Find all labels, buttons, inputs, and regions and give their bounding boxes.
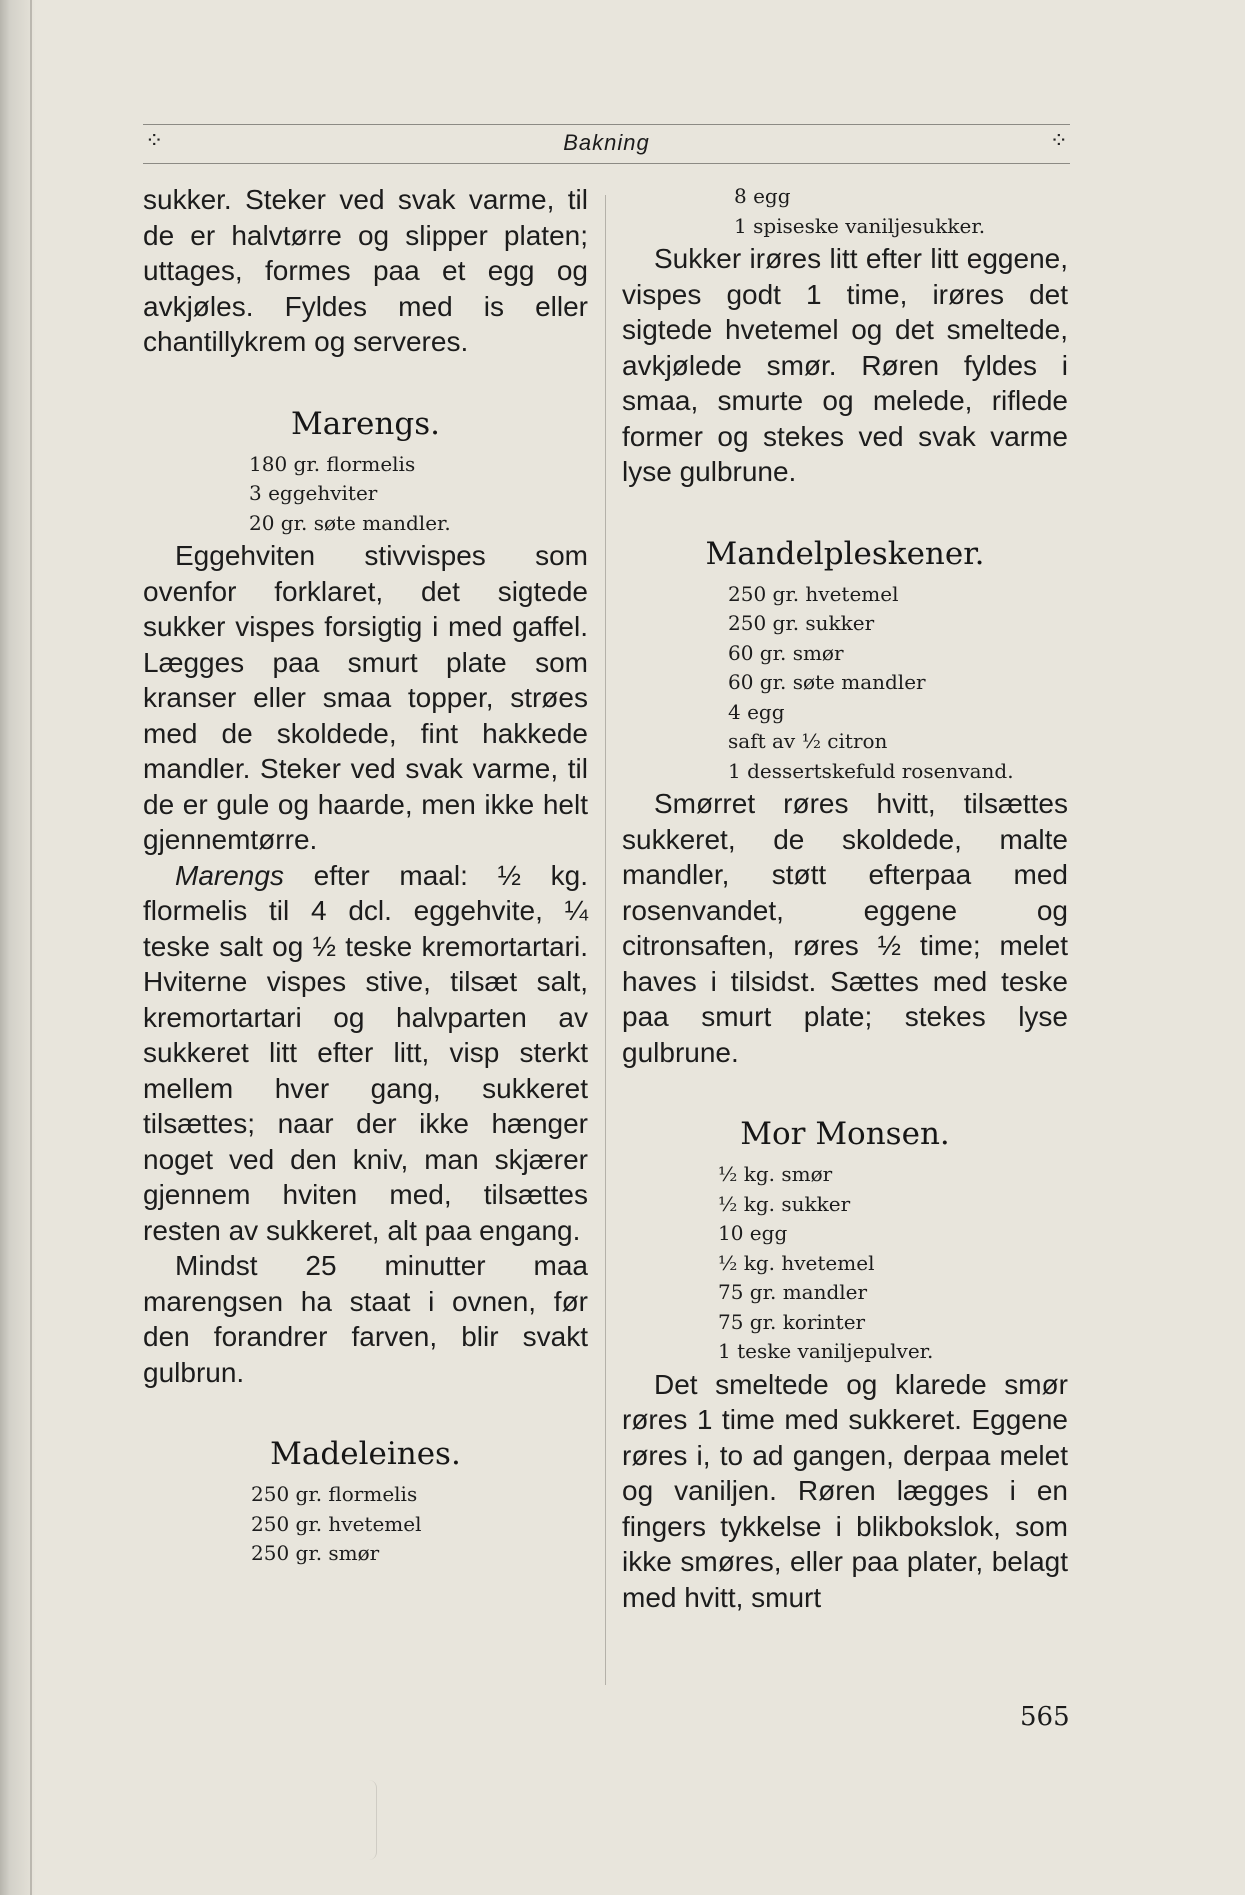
ingredient: 75 gr. mandler [718,1280,868,1304]
ingredient: 8 egg [734,184,791,208]
running-header [143,124,1070,164]
ingredient: 250 gr. smør [251,1541,380,1565]
book-gutter [0,0,36,1895]
ingredients-marengs [143,450,588,539]
ornament-left-icon: ⁘ [145,129,164,154]
ornament-right-icon: ⁘ [1049,129,1068,154]
column-divider [605,195,606,1685]
ingredient: 4 egg [728,699,785,724]
ingredients-mandelpleskener [622,580,1068,787]
ingredient: ½ kg. hvetemel [718,1250,875,1275]
paragraph: Mindst 25 minutter maa marengsen ha staat i ovnen, før den forandrer farven, blir svakt gulbrun. [143,1250,588,1388]
left-column [143,182,588,1569]
paragraph: Sukker irøres litt efter litt eggene, vispes godt 1 time, irøres det sigtede hvetemel og det smeltede, avkjølede smør. Røren fyldes i smaa, smurte og melede, riflede former og stekes ved svak varme lyse gulbrune. [622,243,1068,487]
ingredients-mor-monsen [622,1160,1068,1367]
ingredient: 1 spiseske vaniljesukker. [734,213,986,238]
ingredient: 180 gr. flormelis [249,451,416,476]
recipe-title-marengs: Marengs. [291,405,440,442]
italic-term: Marengs [175,859,284,891]
ingredient: 1 dessertskefuld rosenvand. [728,758,1014,783]
ingredient: 60 gr. søte mandler [728,670,926,694]
recipe-title-mor-monsen: Mor Monsen. [740,1116,950,1152]
paragraph: Eggehviten stivvispes som ovenfor forklaret, det sigtede sukker vispes forsigtig i med gaffel. Lægges paa smurt plate som kranser eller smaa topper, strøes med de skoldede, fint hakkede mandler. Steker ved svak varme, til de er gule og haarde, men ikke helt gjennemtørre. [143,540,588,855]
ingredient: 250 gr. hvetemel [251,1511,422,1536]
paragraph-text: efter maal: ½ kg. flormelis til 4 dcl. eggehvite, ¼ teske salt og ½ teske kremortartari. Hviterne vispes stive, tilsæt salt, kremortartari og halvparten av sukkeret litt efter litt, visp sterkt mellem hver gang, sukkeret tilsættes; naar der ikke hænger noget ved den kniv, man skjærer gjennem hviten med, tilsættes resten av sukkeret, alt paa engang. [143,859,588,1246]
ingredient: 1 teske vaniljepulver. [718,1339,934,1363]
ingredients-madeleines [143,1480,588,1569]
recipe-title-madeleines: Madeleines. [270,1436,461,1472]
paragraph: Det smeltede og klarede smør røres 1 time med sukkeret. Eggene røres i, to ad gangen, derpaa melet og vaniljen. Røren lægges i en fingers tykkelse i blikbokslok, som ikke smøres, eller paa plater, belagt med hvitt, smurt [622,1368,1068,1613]
ingredient: ½ kg. smør [718,1162,833,1186]
ingredients-continued [622,182,1068,241]
ingredient: 10 egg [718,1221,788,1245]
ingredient: ½ kg. sukker [718,1191,851,1216]
paragraph: Smørret røres hvitt, tilsættes sukkeret, de skoldede, malte mandler, støtt efterpaa med rosenvandet, eggene og citronsaften, røres ½ time; melet haves i tilsidst. Sættes med teske paa smurt plate; stekes lyse gulbrune. [622,788,1068,1068]
ingredient: 3 eggehviter [249,481,378,505]
page-number: 565 [1020,1702,1070,1732]
ingredient: 60 gr. smør [728,640,844,665]
ingredient: 20 gr. søte mandler. [249,510,451,535]
ingredient: saft av ½ citron [728,729,888,753]
ingredient: 250 gr. sukker [728,611,875,635]
ingredient: 75 gr. korinter [718,1309,866,1334]
running-title: Bakning [563,130,650,155]
page-crease [358,1780,377,1860]
paragraph-continued: sukker. Steker ved svak varme, til de er halvtørre og slipper platen; uttages, formes paa et egg og avkjøles. Fyldes med is eller chantillykrem og serveres. [143,184,588,357]
ingredient: 250 gr. hvetemel [728,581,899,606]
recipe-title-mandelpleskener: Mandelpleskener. [705,535,985,572]
ingredient: 250 gr. flormelis [251,1482,418,1506]
paragraph [143,858,588,1249]
right-column [622,182,1068,1615]
